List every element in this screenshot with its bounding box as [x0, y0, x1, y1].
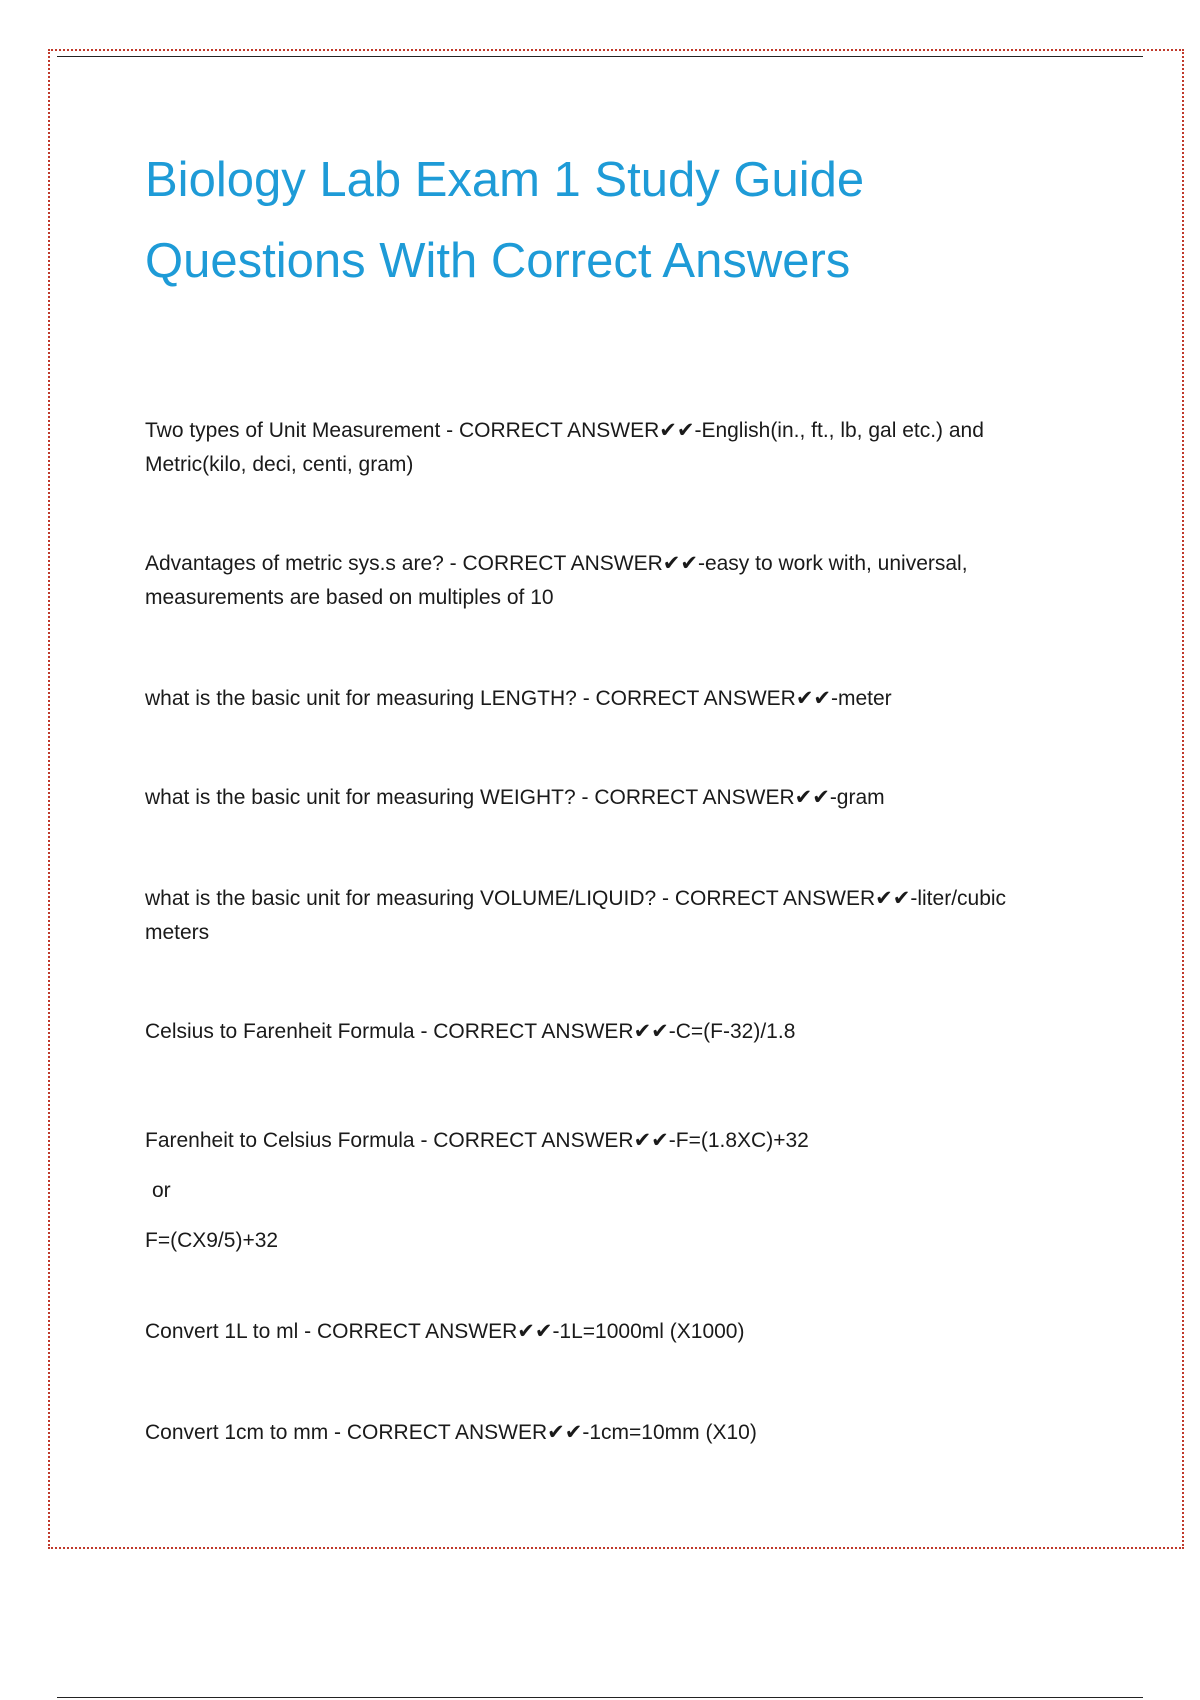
title-line-2: Questions With Correct Answers: [145, 234, 851, 288]
qa-item-line: Celsius to Farenheit Formula - CORRECT ANSWER✔✔-C=(F-32)/1.8: [145, 1020, 796, 1043]
qa-item-length-unit: [145, 682, 1065, 716]
qa-item-weight-unit: [145, 781, 1065, 815]
document-title: [145, 140, 1095, 302]
qa-item-liter-conversion: [145, 1315, 1065, 1349]
footer-rule: [57, 1697, 1143, 1698]
title-line-1: Biology Lab Exam 1 Study Guide: [145, 153, 865, 207]
qa-item-celsius-formula: [145, 1015, 1065, 1049]
qa-item-line: or: [152, 1179, 171, 1202]
qa-item-line: measurements are based on multiples of 10: [145, 586, 554, 609]
qa-item-line: F=(CX9/5)+32: [145, 1229, 279, 1252]
qa-item-line: Advantages of metric sys.s are? - CORRECT ANSWER✔✔-easy to work with, universal,: [145, 552, 968, 575]
header-rule: [57, 56, 1143, 57]
qa-item-line: what is the basic unit for measuring VOLUME/LIQUID? - CORRECT ANSWER✔✔-liter/cubic: [145, 887, 1007, 910]
qa-item-unit-measurement: [145, 414, 1065, 482]
qa-item-line: Farenheit to Celsius Formula - CORRECT ANSWER✔✔-F=(1.8XC)+32: [145, 1129, 809, 1152]
qa-item-line: Two types of Unit Measurement - CORRECT ANSWER✔✔-English(in., ft., lb, gal etc.) and: [145, 419, 984, 442]
qa-item-farenheit-formula: [145, 1116, 1065, 1266]
qa-item-line: what is the basic unit for measuring WEIGHT? - CORRECT ANSWER✔✔-gram: [145, 786, 885, 809]
qa-item-metric-advantages: [145, 547, 1065, 615]
qa-item-cm-conversion: [145, 1416, 1065, 1450]
qa-item-line: what is the basic unit for measuring LENGTH? - CORRECT ANSWER✔✔-meter: [145, 687, 892, 710]
qa-item-line: Convert 1cm to mm - CORRECT ANSWER✔✔-1cm=10mm (X10): [145, 1421, 757, 1444]
qa-item-line: meters: [145, 921, 210, 944]
qa-item-volume-unit: [145, 882, 1065, 950]
qa-item-line: Metric(kilo, deci, centi, gram): [145, 453, 414, 476]
qa-item-line: Convert 1L to ml - CORRECT ANSWER✔✔-1L=1000ml (X1000): [145, 1320, 745, 1343]
